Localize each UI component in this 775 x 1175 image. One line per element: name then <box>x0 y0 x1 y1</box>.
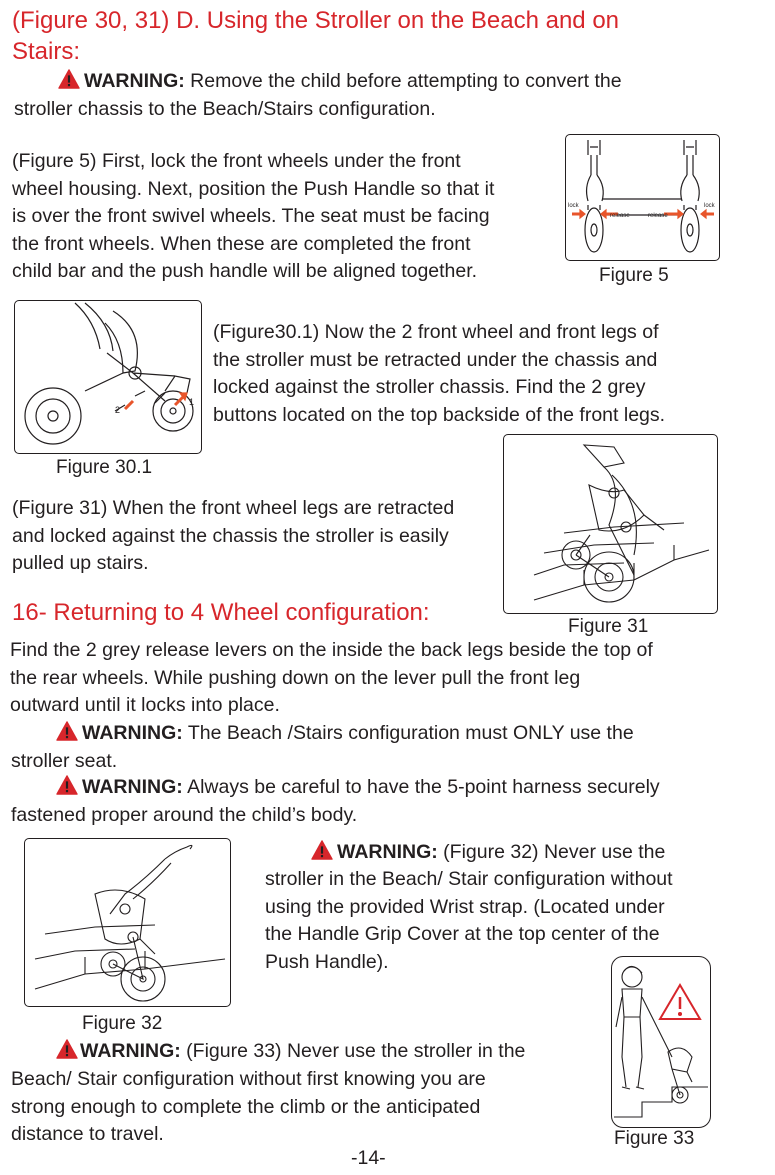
section-d-title-line2: Stairs: <box>12 38 81 65</box>
paragraph-line: buttons located on the top backside of the front legs. <box>213 403 666 426</box>
warning-3-text: Always be careful to have the 5-point harness securely <box>182 776 660 798</box>
paragraph-line: Push Handle). <box>265 950 389 973</box>
warning-3-text-line2: fastened proper around the child’s body. <box>11 804 358 826</box>
warning-4-label: WARNING: <box>337 841 438 863</box>
paragraph-line: the rear wheels. While pushing down on the lever pull the front leg <box>10 666 581 689</box>
lock-label: lock <box>568 203 579 209</box>
warning-3-label: WARNING: <box>82 776 183 798</box>
paragraph-line: the front wheels. When these are completed the front <box>12 232 471 255</box>
warning-1-text-line2: stroller chassis to the Beach/Stairs configuration. <box>14 98 436 120</box>
figure-31-paragraph <box>12 495 454 578</box>
paragraph-line: Find the 2 grey release levers on the inside the back legs beside the top of <box>10 639 653 661</box>
paragraph-line: wheel housing. Next, position the Push Handle so that it <box>12 177 495 200</box>
paragraph-line: distance to travel. <box>11 1123 164 1145</box>
section-16-body <box>10 637 653 720</box>
warning-triangle-icon <box>56 775 78 795</box>
figure-30-1-caption: Figure 30.1 <box>56 457 153 478</box>
warning-2 <box>56 720 634 748</box>
figure-32-illustration <box>24 838 231 1007</box>
figure-label-2: 2 <box>115 405 121 415</box>
figure-32-caption: Figure 32 <box>82 1013 163 1034</box>
warning-triangle-icon <box>56 721 78 741</box>
figure-33-illustration <box>611 956 711 1128</box>
paragraph-line: pulled up stairs. <box>12 552 149 574</box>
paragraph-line: (Figure 31) When the front wheel legs are retracted <box>12 497 455 519</box>
warning-4-body <box>265 866 673 976</box>
warning-5-body <box>11 1066 486 1149</box>
warning-triangle-icon <box>311 840 333 860</box>
figure-30-1-illustration <box>14 300 202 454</box>
warning-1 <box>58 68 622 96</box>
paragraph-line: outward until it locks into place. <box>10 694 280 716</box>
warning-5-label: WARNING: <box>80 1040 181 1062</box>
warning-2-text: The Beach /Stairs configuration must ONLY use the <box>182 722 634 744</box>
paragraph-line: the stroller must be retracted under the chassis and <box>213 348 658 371</box>
figure-33-caption: Figure 33 <box>614 1128 695 1149</box>
warning-1-text: Remove the child before attempting to convert the <box>184 70 622 92</box>
warning-1-label: WARNING: <box>84 70 185 92</box>
figure-5-caption: Figure 5 <box>599 265 669 286</box>
paragraph-line: Beach/ Stair configuration without first knowing you are <box>11 1068 486 1090</box>
figure-31-illustration <box>503 434 718 614</box>
warning-2-text-line2: stroller seat. <box>11 750 118 772</box>
paragraph-line: stroller in the Beach/ Stair configuration without <box>265 868 673 890</box>
paragraph-line: child bar and the push handle will be aligned together. <box>12 260 478 282</box>
warning-5 <box>56 1038 525 1066</box>
figure-5-paragraph <box>12 148 494 286</box>
warning-4 <box>311 839 665 867</box>
paragraph-line: strong enough to complete the climb or the anticipated <box>11 1095 481 1118</box>
figure-31-caption: Figure 31 <box>568 616 649 637</box>
release-label: release <box>648 213 668 219</box>
paragraph-line: using the provided Wrist strap. (Located under <box>265 895 665 918</box>
warning-triangle-icon <box>58 69 80 89</box>
paragraph-line: locked against the stroller chassis. Find the 2 grey <box>213 376 646 398</box>
warning-3 <box>56 774 660 802</box>
warning-2-label: WARNING: <box>82 722 183 744</box>
warning-triangle-icon <box>56 1039 78 1059</box>
figure-30-1-paragraph <box>213 319 665 429</box>
warning-5-text: (Figure 33) Never use the stroller in the <box>180 1040 526 1062</box>
paragraph-line: the Handle Grip Cover at the top center of the <box>265 923 660 945</box>
warning-4-text: (Figure 32) Never use the <box>437 841 666 863</box>
paragraph-line: and locked against the chassis the stroller is easily <box>12 524 449 547</box>
paragraph-line: (Figure 5) First, lock the front wheels under the front <box>12 150 461 172</box>
figure-label-1: 1 <box>189 397 195 407</box>
paragraph-line: is over the front swivel wheels. The seat must be facing <box>12 205 490 227</box>
section-16-title: 16- Returning to 4 Wheel configuration: <box>12 599 430 626</box>
section-d-title-line1: (Figure 30, 31) D. Using the Stroller on the Beach and on <box>12 7 620 34</box>
lock-label: lock <box>704 203 715 209</box>
page-number: -14- <box>351 1147 386 1169</box>
release-label: release <box>610 213 630 219</box>
paragraph-line: (Figure30.1) Now the 2 front wheel and front legs of <box>213 321 659 343</box>
figure-5-illustration <box>565 134 720 261</box>
